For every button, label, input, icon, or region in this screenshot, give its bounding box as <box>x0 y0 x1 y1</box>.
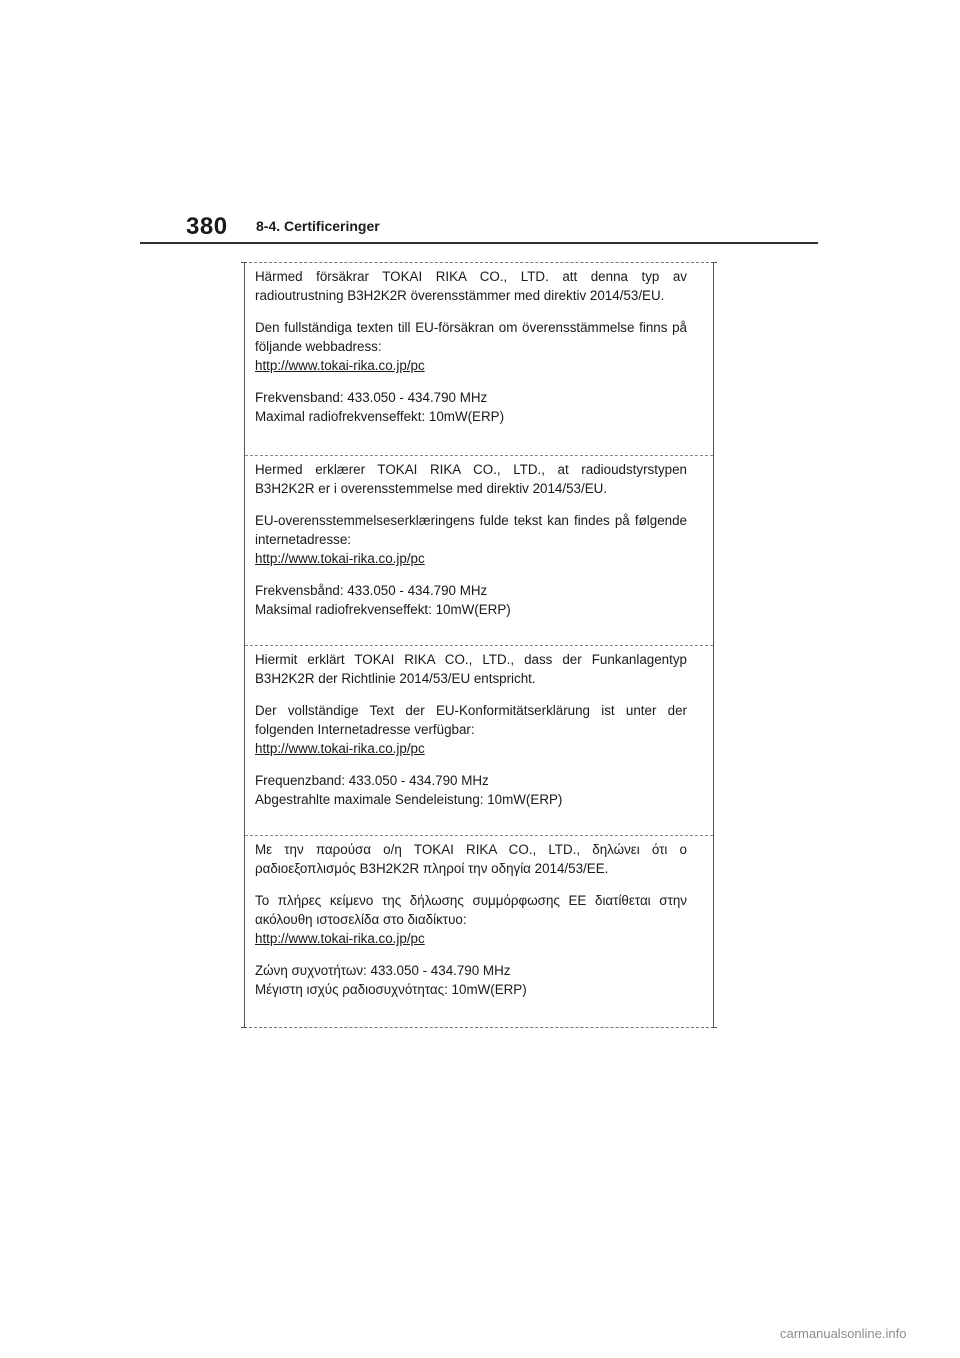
frequency-band: Ζώνη συχνοτήτων: 433.050 - 434.790 MHz <box>255 963 511 978</box>
declaration-url-link[interactable]: http://www.tokai-rika.co.jp/pc <box>255 358 425 373</box>
fulltext-note: EU-overensstemmelseserklæringens fulde tekst kan findes på følgende internetadresse: <box>255 513 687 547</box>
section-title: 8-4. Certificeringer <box>256 218 380 234</box>
max-power: Maximal radiofrekvenseffekt: 10mW(ERP) <box>255 409 505 424</box>
cert-section-greek <box>245 835 713 1029</box>
frequency-band: Frequenzband: 433.050 - 434.790 MHz <box>255 773 489 788</box>
watermark: carmanualsonline.info <box>780 1326 907 1341</box>
header-rule <box>140 242 818 244</box>
declaration-text: Härmed försäkrar TOKAI RIKA CO., LTD. att denna typ av radioutrustning B3H2K2R överensstämmer med direktiv 2014/53/EU. <box>255 269 687 303</box>
max-power: Abgestrahlte maximale Sendeleistung: 10mW(ERP) <box>255 792 563 807</box>
fulltext-note: Το πλήρες κείμενο της δήλωσης συμμόρφωσης ΕΕ διατίθεται στην ακόλουθη ιστοσελίδα στο διαδίκτυο: <box>255 893 687 927</box>
fulltext-note: Den fullständiga texten till EU-försäkran om överensstämmelse finns på följande webbadress: <box>255 320 687 354</box>
max-power: Μέγιστη ισχύς ραδιοσυχνότητας: 10mW(ERP) <box>255 982 527 997</box>
certification-box <box>244 262 714 1028</box>
declaration-url-link[interactable]: http://www.tokai-rika.co.jp/pc <box>255 931 425 946</box>
declaration-url-link[interactable]: http://www.tokai-rika.co.jp/pc <box>255 551 425 566</box>
cert-section-swedish <box>245 263 713 455</box>
fulltext-note: Der vollständige Text der EU-Konformitätserklärung ist unter der folgenden Internetadresse verfügbar: <box>255 703 687 737</box>
max-power: Maksimal radiofrekvenseffekt: 10mW(ERP) <box>255 602 511 617</box>
frequency-band: Frekvensband: 433.050 - 434.790 MHz <box>255 390 488 405</box>
page-number: 380 <box>186 213 228 240</box>
declaration-text: Hermed erklærer TOKAI RIKA CO., LTD., at radioudstyrstypen B3H2K2R er i overensstemmelse med direktiv 2014/53/EU. <box>255 462 687 496</box>
cert-section-german <box>245 645 713 835</box>
declaration-text: Με την παρούσα ο/η TOKAI RIKA CO., LTD., δηλώνει ότι ο ραδιοεξοπλισμός B3H2K2R πληροί την οδηγία 2014/53/ΕΕ. <box>255 842 687 876</box>
cert-section-danish <box>245 455 713 645</box>
declaration-text: Hiermit erklärt TOKAI RIKA CO., LTD., dass der Funkanlagentyp B3H2K2R der Richtlinie 2014/53/EU entspricht. <box>255 652 687 686</box>
frequency-band: Frekvensbånd: 433.050 - 434.790 MHz <box>255 583 488 598</box>
declaration-url-link[interactable]: http://www.tokai-rika.co.jp/pc <box>255 741 425 756</box>
